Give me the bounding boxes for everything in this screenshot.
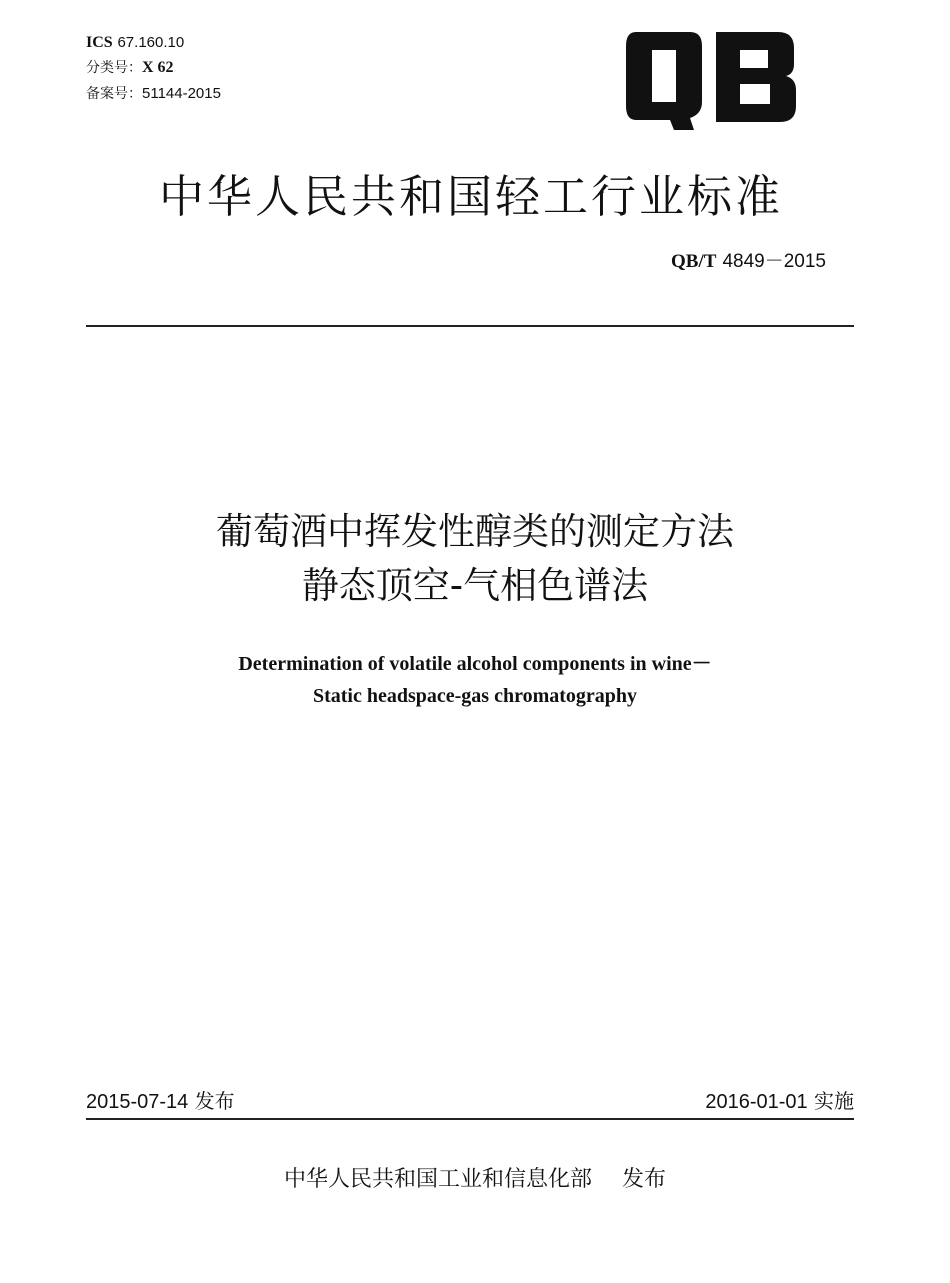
- publisher: [0, 1162, 950, 1193]
- standard-number-prefix: QB/T: [671, 251, 717, 272]
- date-row: [86, 1085, 854, 1115]
- record-row: [86, 81, 221, 107]
- standard-category-title: 中华人民共和国轻工行业标准: [158, 170, 783, 223]
- implementation-date-label: 实施: [814, 1089, 854, 1113]
- title-english-line-2: Static headspace-gas chromatography: [312, 685, 638, 707]
- implementation-date: [705, 1085, 854, 1114]
- qb-logo: [622, 22, 800, 140]
- classification-value: X 62: [142, 59, 174, 76]
- title-english-line-1: Determination of volatile alcohol components in wine－: [238, 653, 712, 675]
- standard-number: [671, 246, 826, 273]
- title-chinese-line-1: 葡萄酒中挥发性醇类的测定方法: [216, 510, 734, 553]
- ics-row: [86, 30, 221, 55]
- record-value: 51144-2015: [142, 85, 221, 102]
- publisher-label: 发布: [622, 1167, 667, 1192]
- title-english: [0, 648, 950, 712]
- bottom-divider: [86, 1118, 854, 1120]
- title-chinese-line-2: 静态顶空-气相色谱法: [301, 564, 649, 607]
- title-chinese: [0, 505, 950, 613]
- logo-letter-q: [626, 32, 702, 130]
- record-label: 备案号：: [86, 86, 142, 102]
- document-meta: [86, 30, 221, 107]
- top-divider: [86, 325, 854, 327]
- issue-date: [86, 1085, 235, 1114]
- implementation-date-value: 2016-01-01: [705, 1091, 808, 1113]
- ics-value: 67.160.10: [117, 34, 185, 51]
- publisher-name: 中华人民共和国工业和信息化部: [283, 1167, 592, 1192]
- logo-letter-b: [716, 32, 796, 122]
- ics-label: ICS: [86, 34, 113, 51]
- issue-date-label: 发布: [194, 1089, 235, 1113]
- classification-row: [86, 55, 221, 81]
- issue-date-value: 2015-07-14: [86, 1091, 189, 1113]
- standard-number-code: 4849－2015: [722, 251, 826, 272]
- classification-label: 分类号：: [86, 60, 142, 76]
